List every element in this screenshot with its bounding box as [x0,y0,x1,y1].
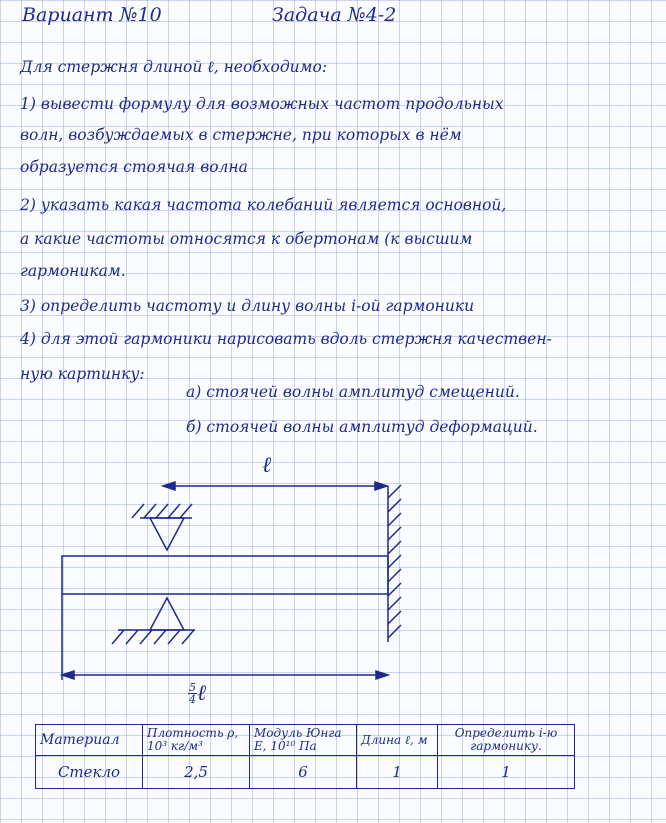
task-item-line: 4) для этой гармоники нарисовать вдоль стержня качествен- [20,330,552,348]
rod [62,556,388,594]
header-youngs-modulus: Модуль Юнга E, 10¹⁰ Па [250,725,357,756]
wall-hatching [388,485,401,638]
subitem-a: а) стоячей волны амплитуд смещений. [186,383,520,401]
variant-title: Вариант №10 [22,4,162,26]
rod-diagram [0,440,666,710]
cell-harmonic: 1 [438,756,575,789]
material-table [35,724,575,789]
top-support-hatching [132,504,192,518]
bottom-support-hatching [112,630,194,644]
top-support-triangle [150,518,184,550]
task-item-line: ную картинку: [20,365,145,383]
task-item-line: волн, возбуждаемых в стержне, при которых в нём [20,126,462,144]
task-intro: Для стержня длиной ℓ, необходимо: [20,58,328,76]
position-denominator: 4 [189,692,196,706]
arrow-right-bottom [376,671,388,679]
cell-youngs-modulus: 6 [250,756,357,789]
table-row [36,756,575,789]
cell-density: 2,5 [143,756,250,789]
header-length: Длина ℓ, м [357,725,438,756]
arrow-left [163,482,175,490]
task-item-line: 3) определить частоту и длину волны i-ой гармоники [20,297,475,315]
arrow-right [375,482,387,490]
header-harmonic: Определить i-ю гармонику. [438,725,575,756]
task-item-line: гармоникам. [20,262,126,280]
bottom-support-triangle [150,598,184,630]
task-item-line: 1) вывести формулу для возможных частот продольных [20,95,504,113]
position-numerator: 5 [189,680,196,694]
arrow-left-bottom [62,671,74,679]
cell-material: Стекло [36,756,143,789]
position-label [188,680,206,706]
position-l: ℓ [197,681,207,706]
header-density: Плотность ρ, 10³ кг/м³ [143,725,250,756]
task-item-line: а какие частоты относятся к обертонам (к высшим [20,230,473,248]
task-title: Задача №4-2 [272,4,397,26]
cell-length: 1 [357,756,438,789]
subitem-b: б) стоячей волны амплитуд деформаций. [186,418,538,436]
task-item-line: 2) указать какая частота колебаний является основной, [20,196,507,214]
header-material: Материал [36,725,143,756]
length-label: ℓ [262,453,272,478]
table-header-row [36,725,575,756]
task-item-line: образуется стоячая волна [20,158,248,176]
